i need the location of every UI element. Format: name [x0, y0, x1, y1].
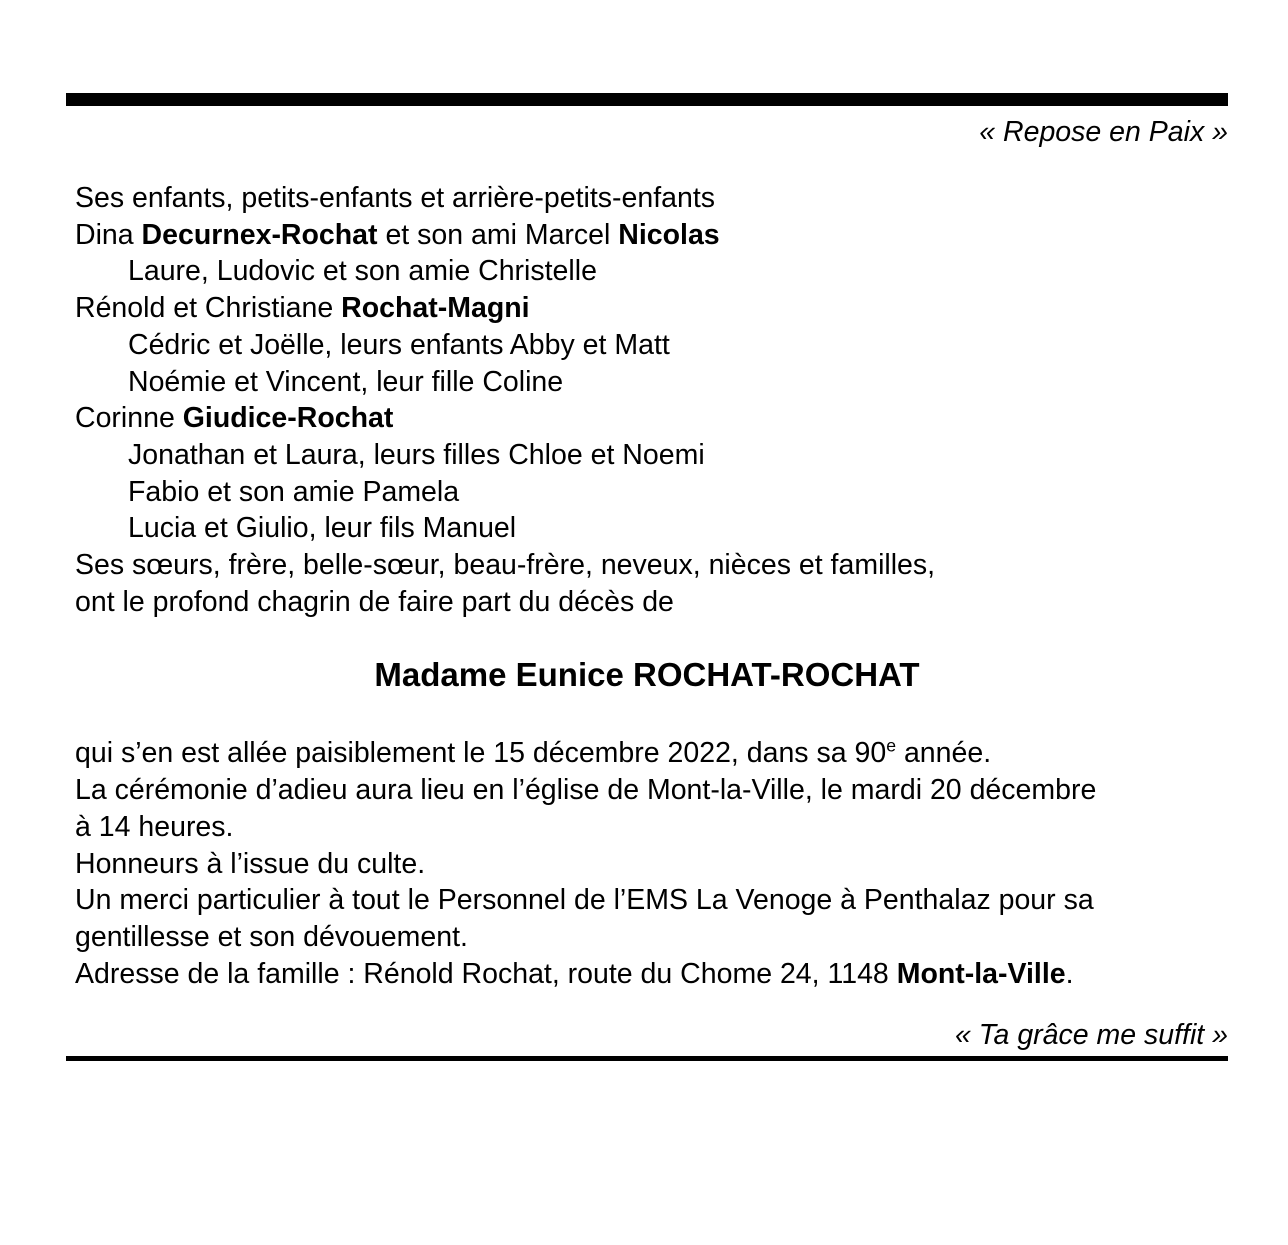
- top-divider-bar: [66, 93, 1228, 106]
- family-line: [75, 327, 1228, 364]
- family-line: [75, 547, 1228, 584]
- text-segment: .: [1065, 957, 1074, 990]
- detail-line: [75, 772, 1228, 809]
- text-segment: Cédric et Joëlle, leurs enfants Abby et Matt: [128, 328, 670, 361]
- announcement-details: [66, 735, 1228, 992]
- obituary-page: [0, 93, 1288, 1245]
- family-list: [66, 180, 1228, 620]
- opening-quote: « Repose en Paix »: [979, 116, 1228, 148]
- text-segment: Ses sœurs, frère, belle-sœur, beau-frère, neveux, nièces et familles,: [75, 549, 936, 582]
- text-segment: à 14 heures.: [75, 810, 234, 843]
- text-segment: Rénold et Christiane: [75, 292, 342, 325]
- bottom-divider-rule: [66, 1056, 1228, 1061]
- text-segment: Lucia et Giulio, leur fils Manuel: [128, 512, 517, 545]
- detail-line: [75, 882, 1228, 919]
- obituary-content: [66, 93, 1228, 1061]
- detail-line: [75, 735, 1228, 772]
- family-line: [75, 474, 1228, 511]
- closing-quote: « Ta grâce me suffit »: [954, 1019, 1228, 1052]
- detail-line: [75, 846, 1228, 883]
- family-line: [75, 290, 1228, 327]
- text-segment: gentillesse et son dévouement.: [75, 920, 468, 953]
- family-line: [75, 364, 1228, 401]
- detail-line: [75, 919, 1228, 956]
- text-segment: et son ami Marcel: [377, 218, 619, 251]
- family-line: [75, 217, 1228, 254]
- text-segment: Ses enfants, petits-enfants et arrière-petits-enfants: [75, 182, 715, 214]
- text-segment: année.: [896, 737, 992, 770]
- text-segment: Corinne: [75, 402, 183, 435]
- family-line: [75, 510, 1228, 547]
- family-surname: Decurnex-Rochat: [141, 218, 378, 251]
- text-segment: Jonathan et Laura, leurs filles Chloe et Noemi: [128, 438, 705, 471]
- family-line: [75, 437, 1228, 474]
- family-surname: Rochat-Magni: [341, 292, 530, 325]
- detail-line: [75, 809, 1228, 846]
- family-line: [75, 253, 1228, 290]
- text-segment: ont le profond chagrin de faire part du décès de: [75, 585, 674, 618]
- address-town: Mont-la-Ville: [896, 957, 1066, 990]
- family-line: [75, 180, 1228, 217]
- ordinal-superscript: e: [886, 735, 897, 756]
- deceased-name: Madame Eunice ROCHAT-ROCHAT: [374, 656, 920, 694]
- text-segment: qui s’en est allée paisiblement le 15 décembre 2022, dans sa 90: [75, 737, 887, 770]
- family-line: [75, 400, 1228, 437]
- text-segment: Noémie et Vincent, leur fille Coline: [128, 365, 564, 398]
- text-segment: Laure, Ludovic et son amie Christelle: [128, 255, 597, 288]
- text-segment: Honneurs à l’issue du culte.: [75, 847, 426, 880]
- family-surname: Giudice-Rochat: [182, 402, 394, 435]
- family-surname: Nicolas: [618, 218, 720, 251]
- text-segment: Dina: [75, 218, 142, 251]
- text-segment: Un merci particulier à tout le Personnel de l’EMS La Venoge à Penthalaz pour sa: [75, 884, 1094, 917]
- text-segment: La cérémonie d’adieu aura lieu en l’église de Mont-la-Ville, le mardi 20 décembre: [75, 774, 1097, 807]
- text-segment: Fabio et son amie Pamela: [128, 475, 460, 508]
- detail-line: [75, 956, 1228, 993]
- text-segment: Adresse de la famille : Rénold Rochat, route du Chome 24, 1148: [75, 957, 897, 990]
- family-line: [75, 584, 1228, 621]
